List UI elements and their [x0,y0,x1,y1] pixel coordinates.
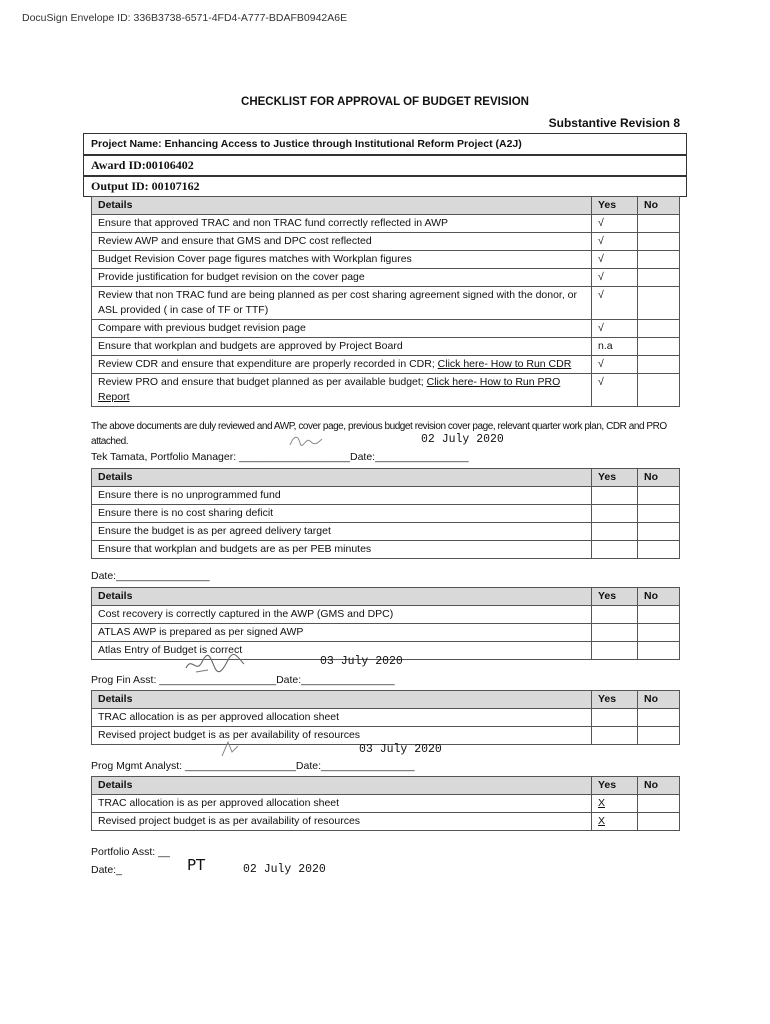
header-yes: Yes [592,691,638,709]
date-line: Date:________________ [91,570,210,582]
table-row [92,269,680,287]
table-row [92,709,680,727]
table-row [92,795,680,813]
row-no [638,374,680,407]
signature-mark-1 [286,431,326,451]
table-header [92,469,680,487]
table-row [92,813,680,831]
table-row [92,624,680,642]
row-no [638,233,680,251]
row-yes: √ [592,233,638,251]
initials-pt: PT [187,856,206,874]
row-no [638,505,680,523]
header-no: No [638,469,680,487]
row-no [638,709,680,727]
final-date-label: Date:_ [91,864,122,876]
table-row [92,505,680,523]
row-yes: √ [592,356,638,374]
row-no [638,338,680,356]
row-text: Revised project budget is as per availability of resources [92,727,592,745]
row-no [638,606,680,624]
header-no: No [638,197,680,215]
row-no [638,541,680,559]
row-no [638,727,680,745]
row-text: Review that non TRAC fund are being planned as per cost sharing agreement signed with the donor, or ASL provided ( in case of TF or TTF) [92,287,592,320]
how-to-run-pro-link[interactable]: Click here- How to Run PRO Report [98,376,561,403]
checklist-table-3 [91,587,680,660]
row-yes: √ [592,269,638,287]
table-header [92,777,680,795]
row-no [638,642,680,660]
cdr-text: Review CDR and ensure that expenditure are properly recorded in CDR; [98,358,438,370]
prog-fin-asst-line: Prog Fin Asst: ____________________Date:________________ [91,674,395,686]
row-text: Revised project budget is as per availability of resources [92,813,592,831]
header-details: Details [92,197,592,215]
table-row [92,215,680,233]
prog-mgmt-analyst-line: Prog Mgmt Analyst: ___________________Date:________________ [91,760,415,772]
row-yes [592,709,638,727]
header-details: Details [92,691,592,709]
table-row [92,320,680,338]
project-name: Project Name: Enhancing Access to Justice through Institutional Reform Project (A2J) [83,133,687,155]
revision-label: Substantive Revision 8 [548,116,680,130]
table-row [92,541,680,559]
checklist-table-1 [91,196,680,407]
row-text: Budget Revision Cover page figures matches with Workplan figures [92,251,592,269]
row-text: TRAC allocation is as per approved allocation sheet [92,709,592,727]
row-text: Atlas Entry of Budget is correct [92,642,592,660]
review-note: The above documents are duly reviewed and AWP, cover page, previous budget revision cover page, relevant quarter work plan, CDR and PRO attached. [91,421,667,447]
portfolio-asst-line: Portfolio Asst: __ [91,846,170,858]
header-no: No [638,691,680,709]
row-no [638,813,680,831]
output-id: Output ID: 00107162 [83,176,687,197]
row-text: TRAC allocation is as per approved allocation sheet [92,795,592,813]
row-text: Compare with previous budget revision page [92,320,592,338]
row-text: Ensure that workplan and budgets are as per PEB minutes [92,541,592,559]
table-row [92,606,680,624]
row-yes [592,505,638,523]
envelope-id: DocuSign Envelope ID: 336B3738-6571-4FD4-A777-BDAFB0942A6E [22,12,348,24]
table-row [92,287,680,320]
row-text: ATLAS AWP is prepared as per signed AWP [92,624,592,642]
row-yes [592,642,638,660]
row-no [638,320,680,338]
row-no [638,487,680,505]
row-text: Ensure the budget is as per agreed delivery target [92,523,592,541]
table-row [92,374,680,407]
row-yes [592,727,638,745]
row-text: Review AWP and ensure that GMS and DPC cost reflected [92,233,592,251]
row-yes: n.a [592,338,638,356]
row-yes: √ [592,320,638,338]
row-no [638,269,680,287]
header-yes: Yes [592,469,638,487]
row-text: Cost recovery is correctly captured in the AWP (GMS and DPC) [92,606,592,624]
row-yes [592,606,638,624]
final-date: 02 July 2020 [243,863,326,876]
row-text: Ensure there is no cost sharing deficit [92,505,592,523]
row-text [92,374,592,407]
sig2-date: 03 July 2020 [320,655,403,668]
row-yes: √ [592,374,638,407]
row-yes [592,624,638,642]
row-yes: X [592,813,638,831]
table-row [92,487,680,505]
row-yes [592,541,638,559]
table-header [92,588,680,606]
table-row [92,523,680,541]
row-no [638,215,680,233]
table-row [92,233,680,251]
header-details: Details [92,588,592,606]
table-row [92,251,680,269]
checklist-table-4 [91,690,680,745]
row-text: Provide justification for budget revision on the cover page [92,269,592,287]
table-row [92,356,680,374]
checklist-table-2 [91,468,680,559]
row-yes: √ [592,215,638,233]
row-yes: X [592,795,638,813]
header-no: No [638,588,680,606]
row-no [638,251,680,269]
pro-text: Review PRO and ensure that budget planned as per available budget; [98,376,427,388]
row-text [92,356,592,374]
sig1-date: 02 July 2020 [421,433,504,446]
header-details: Details [92,777,592,795]
row-text: Ensure there is no unprogrammed fund [92,487,592,505]
row-yes: √ [592,287,638,320]
checklist-table-5 [91,776,680,831]
header-yes: Yes [592,588,638,606]
sig3-date: 03 July 2020 [359,743,442,756]
row-no [638,795,680,813]
row-no [638,287,680,320]
row-text: Ensure that workplan and budgets are approved by Project Board [92,338,592,356]
table-header [92,197,680,215]
header-yes: Yes [592,197,638,215]
header-yes: Yes [592,777,638,795]
table-row [92,338,680,356]
signature-mark-3 [216,738,242,760]
row-no [638,523,680,541]
header-details: Details [92,469,592,487]
how-to-run-cdr-link[interactable]: Click here- How to Run CDR [437,358,572,370]
row-text: Ensure that approved TRAC and non TRAC fund correctly reflected in AWP [92,215,592,233]
page-title: CHECKLIST FOR APPROVAL OF BUDGET REVISION [241,96,529,108]
award-id: Award ID:00106402 [83,155,687,176]
row-no [638,624,680,642]
header-no: No [638,777,680,795]
row-no [638,356,680,374]
row-yes: √ [592,251,638,269]
row-yes [592,487,638,505]
table-header [92,691,680,709]
portfolio-manager-line: Tek Tamata, Portfolio Manager: ___________________Date:________________ [91,451,469,463]
row-yes [592,523,638,541]
table-row [92,727,680,745]
